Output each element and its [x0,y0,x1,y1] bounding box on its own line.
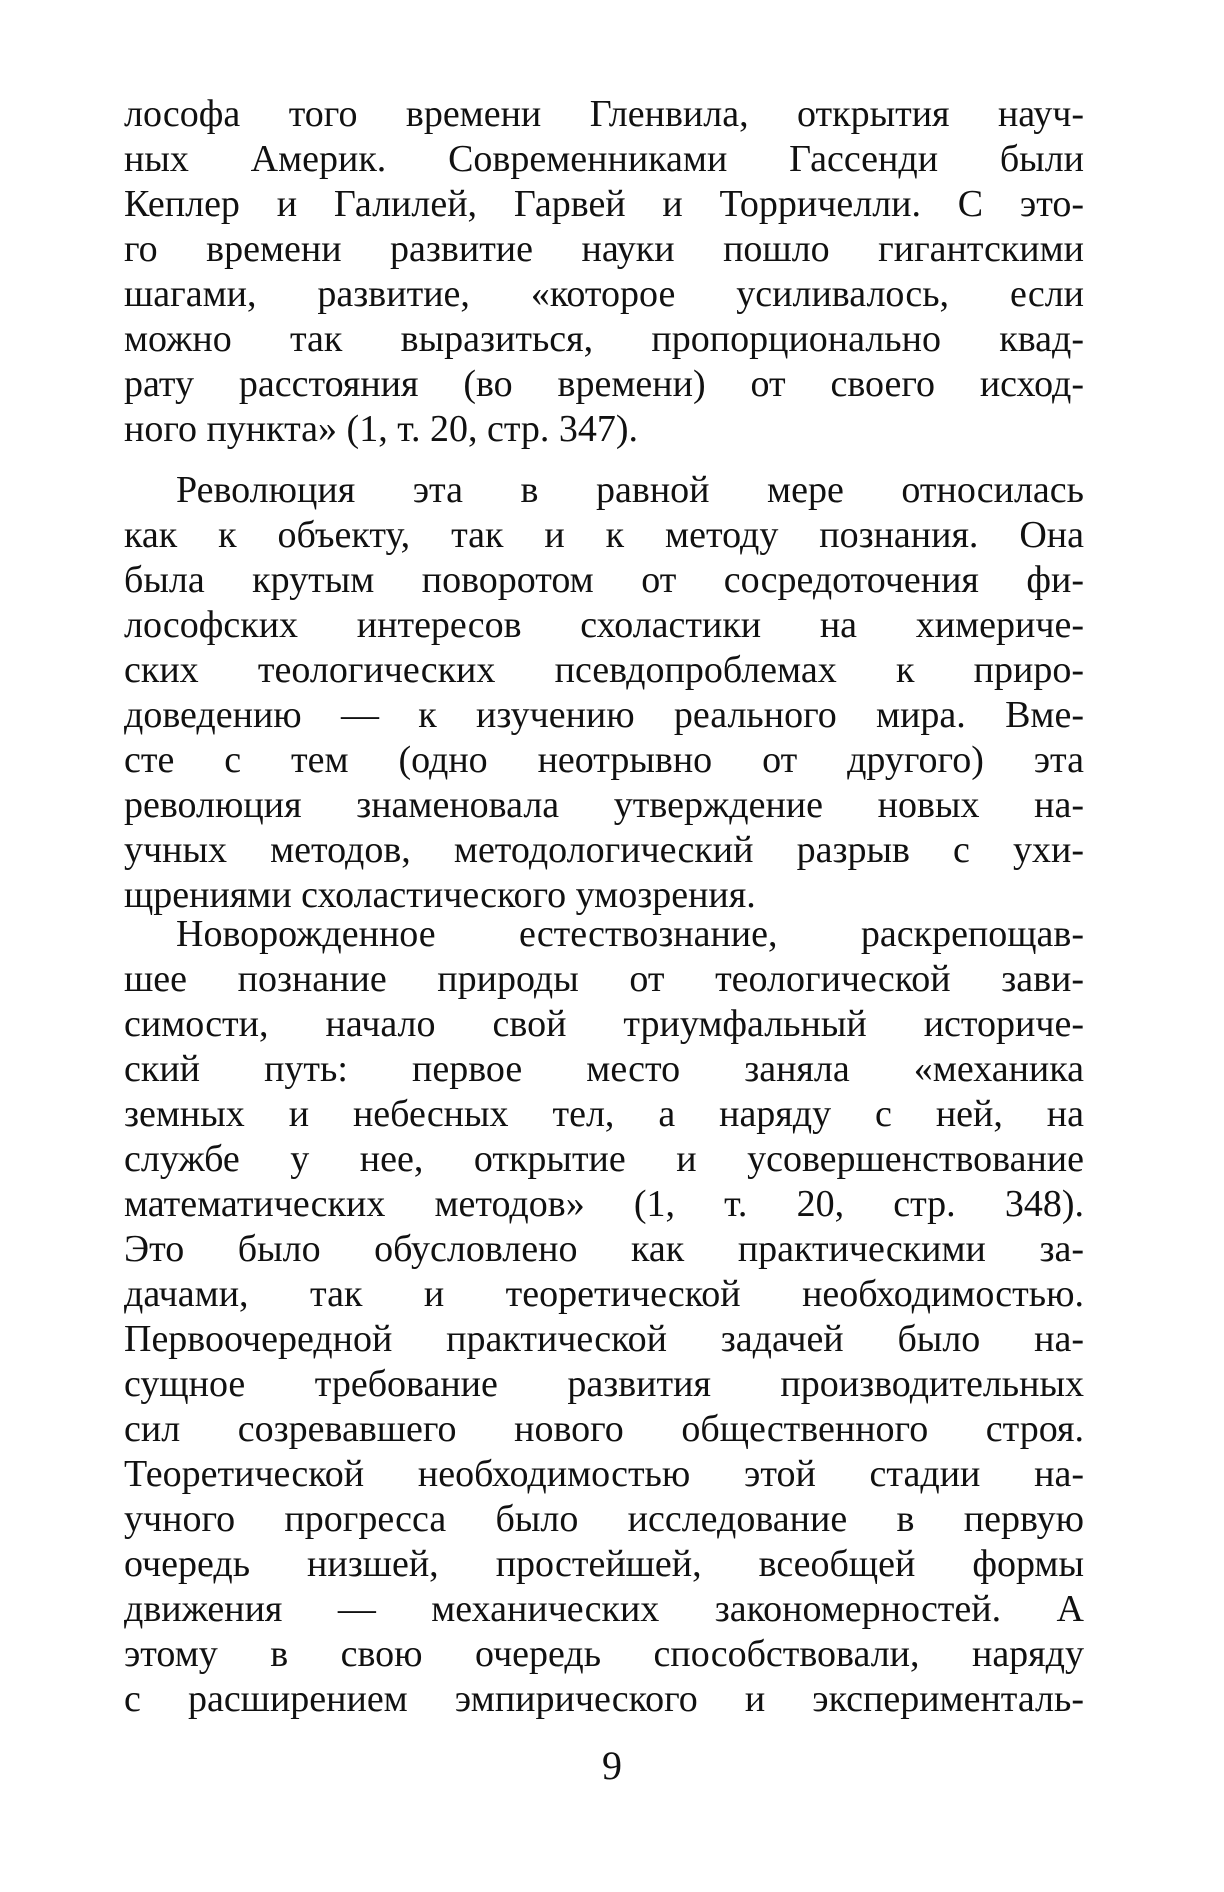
text-line: Это было обусловлено как практическими за- [124,1228,1084,1270]
text-line: симости, начало свой триумфальный историче- [124,1003,1084,1045]
text-line: ский путь: первое место заняла «механика [124,1048,1084,1090]
text-line: лософа того времени Гленвила, открытия науч- [124,93,1084,135]
text-line: можно так выразиться, пропорционально квад- [124,318,1084,360]
text-line: сте с тем (одно неотрывно от другого) эта [124,739,1084,781]
text-line: с расширением эмпирического и эксперименталь- [124,1678,1084,1720]
text-line: учных методов, методологический разрыв с ухи- [124,829,1084,871]
text-line: шее познание природы от теологической зави- [124,958,1084,1000]
text-line: Теоретической необходимостью этой стадии на- [124,1453,1084,1495]
text-line: дачами, так и теоретической необходимостью. [124,1273,1084,1315]
text-line: ских теологических псевдопроблемах к приро- [124,649,1084,691]
text-line: сил созревавшего нового общественного строя. [124,1408,1084,1450]
text-line: ных Америк. Современниками Гассенди были [124,138,1084,180]
paragraph-2 [124,468,1084,918]
text-line: учного прогресса было исследование в первую [124,1498,1084,1540]
paragraph-3 [124,912,1084,1722]
text-line: Первоочередной практической задачей было на- [124,1318,1084,1360]
text-line: революция знаменовала утверждение новых на- [124,784,1084,826]
text-line: шагами, развитие, «которое усиливалось, если [124,273,1084,315]
text-line: Новорожденное естествознание, раскрепощав- [176,913,1084,955]
text-line: как к объекту, так и к методу познания. Она [124,514,1084,556]
text-line: сущное требование развития производительных [124,1363,1084,1405]
text-line: очередь низшей, простейшей, всеобщей формы [124,1543,1084,1585]
text-line: доведению — к изучению реального мира. Вме- [124,694,1084,736]
text-line: Кеплер и Галилей, Гарвей и Торричелли. С это- [124,183,1084,225]
text-line: была крутым поворотом от сосредоточения фи- [124,559,1084,601]
text-line: этому в свою очередь способствовали, наряду [124,1633,1084,1675]
text-line: щрениями схоластического умозрения. [124,874,756,916]
text-line: земных и небесных тел, а наряду с ней, на [124,1093,1084,1135]
text-line: службе у нее, открытие и усовершенствование [124,1138,1084,1180]
page-number: 9 [602,1743,622,1788]
text-line: лософских интересов схоластики на химериче- [124,604,1084,646]
text-line: го времени развитие науки пошло гигантскими [124,228,1084,270]
text-line: рату расстояния (во времени) от своего исход- [124,363,1084,405]
paragraph-1 [124,92,1084,452]
text-line: математических методов» (1, т. 20, стр. 348). [124,1183,1084,1225]
text-line: движения — механических закономерностей. А [124,1588,1084,1630]
text-line: Революция эта в равной мере относилась [176,469,1084,511]
text-line: ного пункта» (1, т. 20, стр. 347). [124,408,639,450]
